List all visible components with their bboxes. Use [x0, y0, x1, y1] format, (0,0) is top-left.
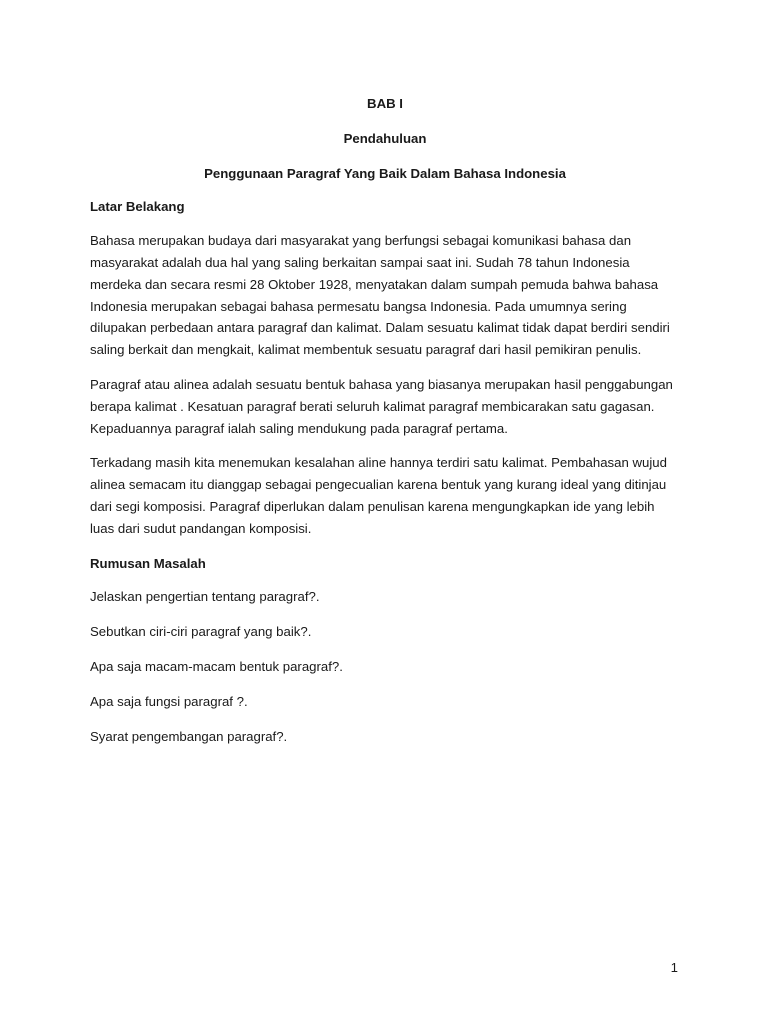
section-heading-rumusan-masalah: Rumusan Masalah — [90, 555, 206, 571]
chapter-heading: BAB I — [367, 96, 403, 111]
document-title: Penggunaan Paragraf Yang Baik Dalam Bahasa Indonesia — [204, 165, 566, 181]
chapter-subheading: Pendahuluan — [343, 130, 427, 146]
section-heading-latar-belakang: Latar Belakang — [90, 199, 185, 215]
paragraph: Bahasa merupakan budaya dari masyarakat yang berfungsi sebagai komunikasi bahasa dan masyarakat adalah dua hal yang saling berkaitan sampai saat ini. Sudah 78 tahun Indonesia merdeka dan secara resmi 28 Oktober 1928, menyatakan dalam sumpah pemuda bahwa bahasa Indonesia merupakan sebagai bahasa permesatu bangsa Indonesia. Pada umumnya sering dilupakan perbedaan antara paragraf dan kalimat. Dalam sesuatu kalimat tidak dapat berdiri sendiri saling berkait dan mengkait, kalimat membentuk sesuatu paragraf dari hasil pemikiran penulis. — [90, 233, 670, 358]
question-item: Apa saja macam-macam bentuk paragraf?. — [90, 658, 343, 674]
paragraph: Paragraf atau alinea adalah sesuatu bentuk bahasa yang biasanya merupakan hasil penggabungan berapa kalimat . Kesatuan paragraf berati seluruh kalimat paragraf membicarakan satu gagasan. Kepaduannya paragraf ialah saling mendukung pada paragraf pertama. — [90, 376, 673, 436]
question-item: Jelaskan pengertian tentang paragraf?. — [90, 589, 320, 605]
question-item: Syarat pengembangan paragraf?. — [90, 728, 288, 744]
question-item: Apa saja fungsi paragraf ?. — [90, 693, 248, 709]
page-content — [90, 93, 680, 760]
paragraph: Terkadang masih kita menemukan kesalahan aline hannya terdiri satu kalimat. Pembahasan wujud alinea semacam itu dianggap sebagai pengecualian karena bentuk yang kurang ideal yang ditinjau dari segi komposisi. Paragraf diperlukan dalam penulisan karena mengungkapkan ide yang lebih luas dari sudut pandangan komposisi. — [90, 455, 667, 536]
question-item: Sebutkan ciri-ciri paragraf yang baik?. — [90, 624, 312, 640]
page-number: 1 — [670, 960, 678, 975]
